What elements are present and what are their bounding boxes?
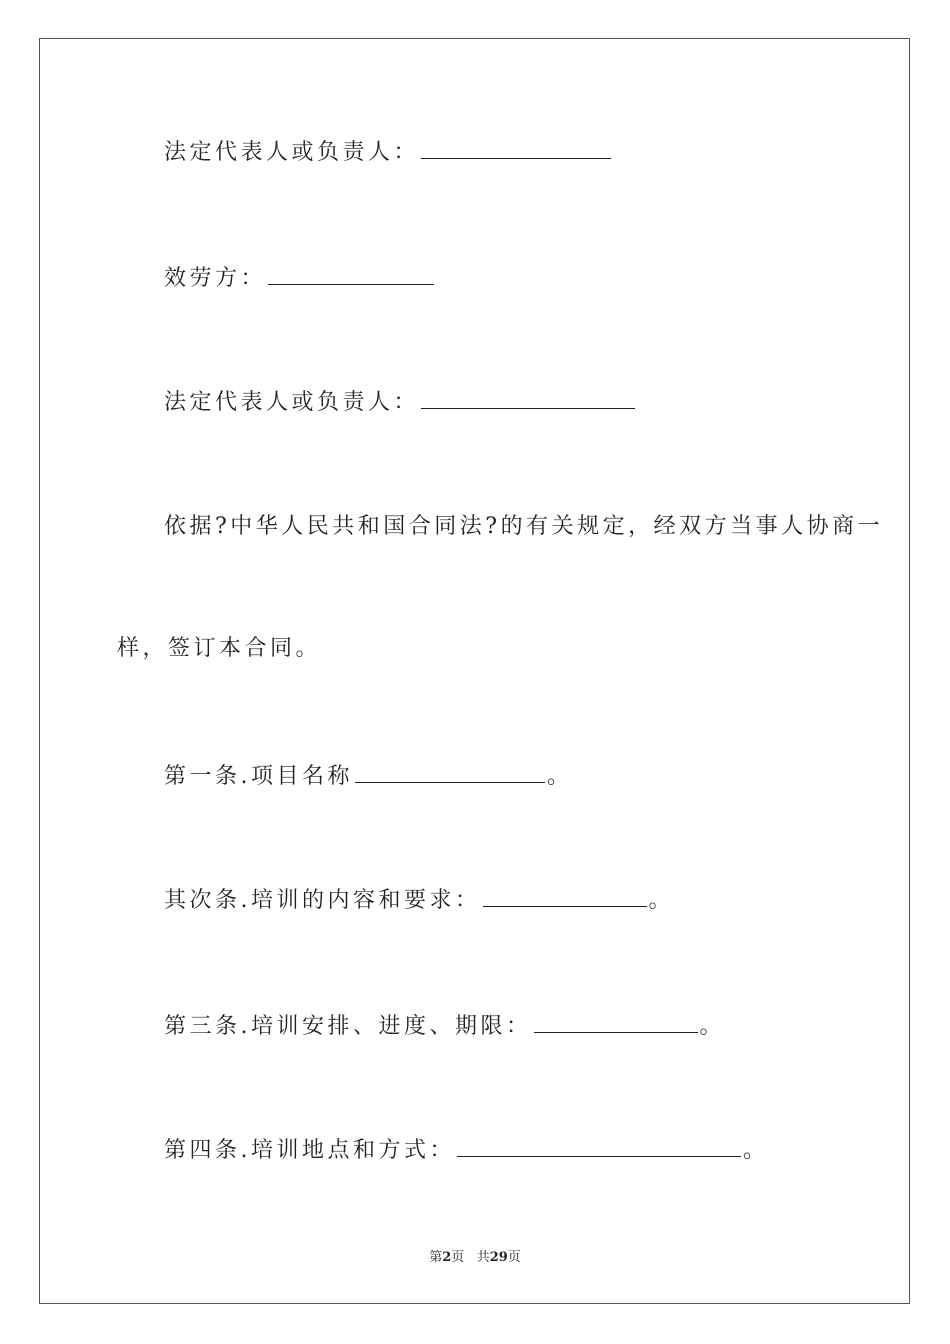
article-3-line (164, 1010, 725, 1042)
article-4-period: 。 (743, 1138, 769, 1163)
legal-representative-blank-2[interactable] (421, 386, 635, 409)
article-3-period: 。 (699, 1014, 726, 1039)
article-3-label: 第三条.培训安排、进度、期限： (164, 1014, 532, 1039)
article-1-line (164, 760, 573, 792)
footer-page-prefix: 第 (429, 1250, 443, 1265)
article-4-line (164, 1134, 769, 1166)
page-footer (0, 1246, 950, 1265)
footer-page-suffix: 页 (451, 1250, 465, 1265)
preamble-text-1: 依据?中华人民共和国合同法?的有关规定，经双方当事人协商一 (164, 514, 884, 539)
article-2-label: 其次条.培训的内容和要求： (164, 888, 481, 913)
preamble-line-2 (117, 634, 321, 664)
preamble-text-2: 样，签订本合同。 (117, 636, 322, 661)
article-2-period: 。 (648, 888, 675, 913)
article-2-blank[interactable] (483, 884, 647, 907)
article-4-label: 第四条.培训地点和方式： (164, 1138, 455, 1163)
service-provider-line (164, 262, 436, 294)
article-1-blank[interactable] (355, 760, 545, 783)
legal-representative-blank-1[interactable] (421, 136, 611, 159)
article-3-blank[interactable] (534, 1010, 698, 1033)
legal-representative-line-1 (164, 136, 613, 168)
article-2-line (164, 884, 674, 916)
legal-representative-label-1: 法定代表人或负责人： (164, 140, 420, 165)
footer-total-prefix: 共 (476, 1250, 490, 1265)
page-border (39, 38, 910, 1304)
legal-representative-label-2: 法定代表人或负责人： (164, 390, 420, 415)
footer-page-number: 2 (442, 1250, 452, 1265)
legal-representative-line-2 (164, 386, 637, 418)
article-1-period: 。 (547, 764, 573, 789)
preamble-line-1 (164, 512, 883, 542)
article-4-blank[interactable] (457, 1134, 741, 1157)
article-1-label: 第一条.项目名称 (164, 764, 353, 789)
footer-total-pages: 29 (489, 1250, 508, 1265)
service-provider-blank[interactable] (268, 262, 434, 285)
service-provider-label: 效劳方： (164, 266, 267, 291)
footer-total-suffix: 页 (507, 1250, 521, 1265)
